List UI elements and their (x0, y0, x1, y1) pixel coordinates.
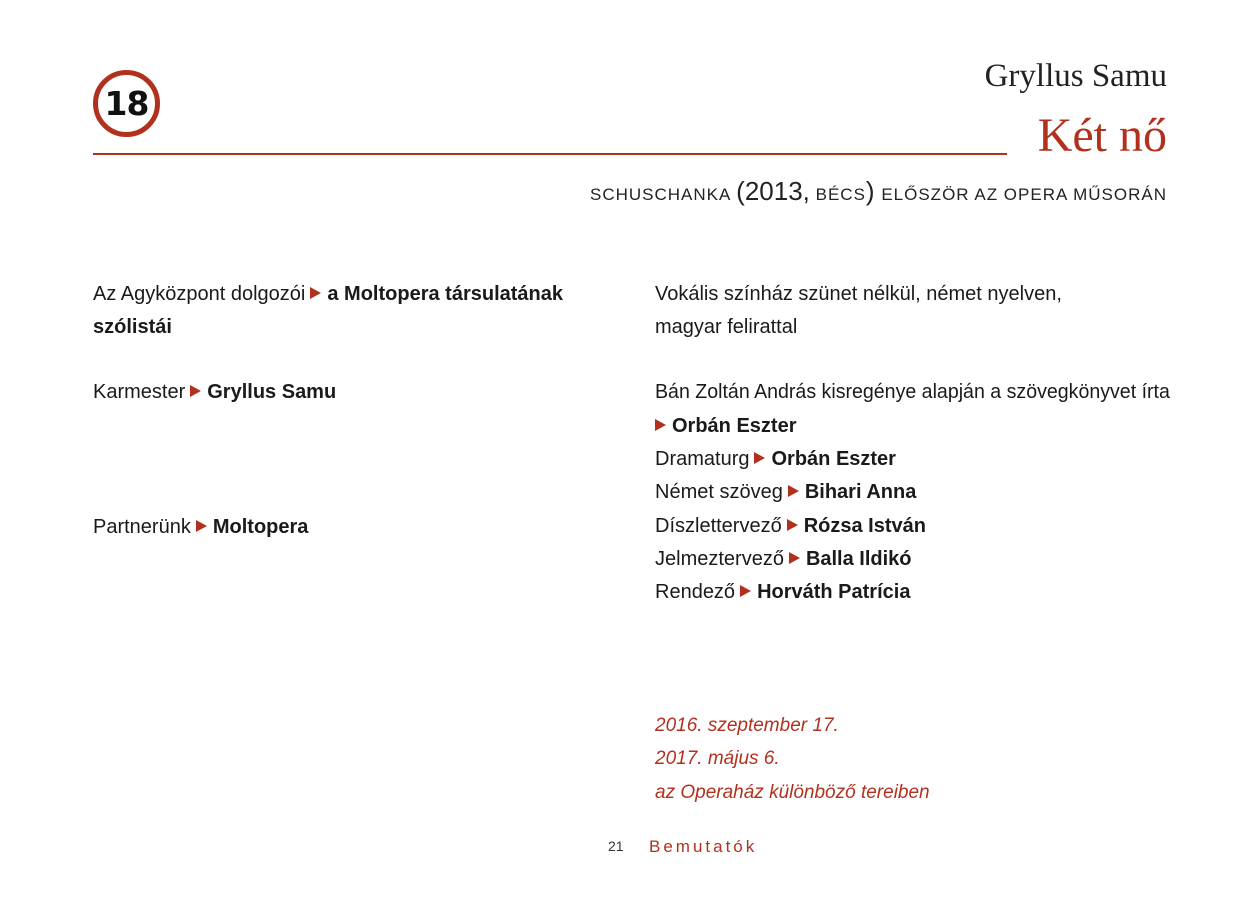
credit-value: Horváth Patrícia (757, 581, 911, 603)
credit-value: Balla Ildikó (805, 548, 912, 570)
partner-value: Moltopera (212, 516, 309, 538)
partner-label: Partnerünk (93, 516, 191, 538)
partner-line (93, 514, 308, 540)
play-arrow-icon (196, 520, 207, 532)
credit-label: Jelmeztervező (655, 548, 784, 570)
info-line-2: magyar felirattal (655, 316, 798, 338)
cast-line (93, 281, 563, 307)
play-arrow-icon (655, 419, 666, 431)
subtitle-paren-close: ) (865, 176, 876, 206)
credit-value: Rózsa István (803, 515, 926, 537)
subtitle-year: (2013, (736, 176, 810, 206)
info-line-1: Vokális színház szünet nélkül, német nyelven, (655, 283, 1062, 305)
cast-label: Az Agyközpont dolgozói (93, 283, 306, 305)
subtitle-city: BÉCS (815, 185, 866, 204)
play-arrow-icon (789, 552, 800, 564)
credit-label: Rendező (655, 581, 736, 603)
conductor-label: Karmester (93, 381, 186, 403)
cast-line-cont (93, 314, 172, 340)
play-arrow-icon (190, 385, 201, 397)
credit-value: Orbán Eszter (771, 448, 896, 470)
play-arrow-icon (310, 287, 321, 299)
credit-value: Bihari Anna (804, 481, 917, 503)
header-rule (93, 153, 1007, 155)
section-name: Bemutatók (649, 837, 758, 856)
credit-label: Díszlettervező (655, 515, 782, 537)
event-number-badge (93, 70, 160, 137)
play-arrow-icon (740, 585, 751, 597)
work-subtitle (590, 176, 1167, 207)
credit-line (655, 446, 896, 472)
performance-venue: az Operaház különböző tereiben (655, 782, 930, 803)
event-number: 18 (104, 84, 149, 123)
source-value: Orbán Eszter (672, 415, 797, 437)
performance-date: 2016. szeptember 17. (655, 715, 839, 736)
source-value-line (655, 413, 796, 439)
conductor-value: Gryllus Samu (207, 381, 337, 403)
play-arrow-icon (754, 452, 765, 464)
composer-name: Gryllus Samu (984, 58, 1167, 94)
performance-date: 2017. május 6. (655, 748, 780, 769)
credit-label: Német szöveg (655, 481, 783, 503)
credit-line (655, 513, 926, 539)
play-arrow-icon (787, 519, 798, 531)
source-line: Bán Zoltán András kisregénye alapján a szövegkönyvet írta (655, 381, 1170, 403)
page-number: 21 (608, 838, 624, 854)
subtitle-premiere-note: ELŐSZÖR AZ OPERA MŰSORÁN (881, 185, 1167, 204)
credit-line (655, 579, 910, 605)
cast-value: a Moltopera társulatának (327, 283, 563, 305)
credit-line (655, 546, 912, 572)
play-arrow-icon (788, 485, 799, 497)
work-title: Két nő (1037, 109, 1167, 162)
credit-label: Dramaturg (655, 448, 750, 470)
credit-line (655, 479, 916, 505)
conductor-line (93, 379, 336, 405)
subtitle-original-title: SCHUSCHANKA (590, 185, 731, 204)
cast-value-cont: szólistái (93, 316, 172, 338)
